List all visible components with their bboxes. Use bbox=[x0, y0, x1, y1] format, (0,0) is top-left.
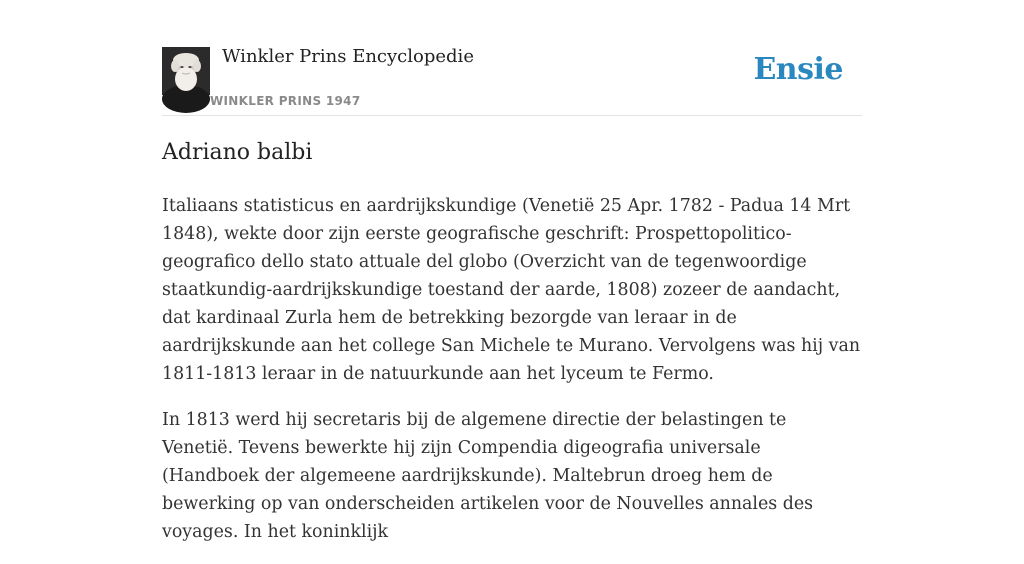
article-paragraph: Italiaans statisticus en aardrijkskundige (Venetië 25 Apr. 1782 - Padua 14 Mrt 1848), wekte door zijn eerste geografische geschrift: Prospettopolitico-geografico dello stato attuale del globo (Overzicht van de tegenwoordige staatkundig-aardrijkskundige toestand der aarde, 1808) zozeer de aandacht, dat kardinaal Zurla hem de betrekking bezorgde van leraar in de aardrijkskunde aan het college San Michele te Murano. Vervolgens was hij van 1811-1813 leraar in de natuurkunde aan het lyceum te Fermo. bbox=[162, 196, 861, 384]
source-title[interactable]: Winkler Prins Encyclopedie bbox=[222, 46, 474, 67]
article-title: Adriano balbi bbox=[162, 140, 313, 165]
ensie-logo[interactable]: Ensie bbox=[753, 52, 843, 87]
header bbox=[162, 0, 862, 116]
content-container bbox=[162, 0, 862, 542]
source-avatar[interactable] bbox=[162, 47, 210, 95]
source-subtitle[interactable]: WINKLER PRINS 1947 bbox=[210, 94, 361, 108]
article-body bbox=[162, 192, 862, 564]
article-paragraph: In 1813 werd hij secretaris bij de algemene directie der belastingen te Venetië. Tevens bewerkte hij zijn Compendia digeografia universale (Handboek der algemeene aardrijkskunde). Maltebrun droeg hem de bewerking op van onderscheiden artikelen voor de Nouvelles annales des voyages. In het koninklijk bbox=[162, 410, 814, 542]
bearded-man-portrait-icon bbox=[162, 47, 210, 95]
